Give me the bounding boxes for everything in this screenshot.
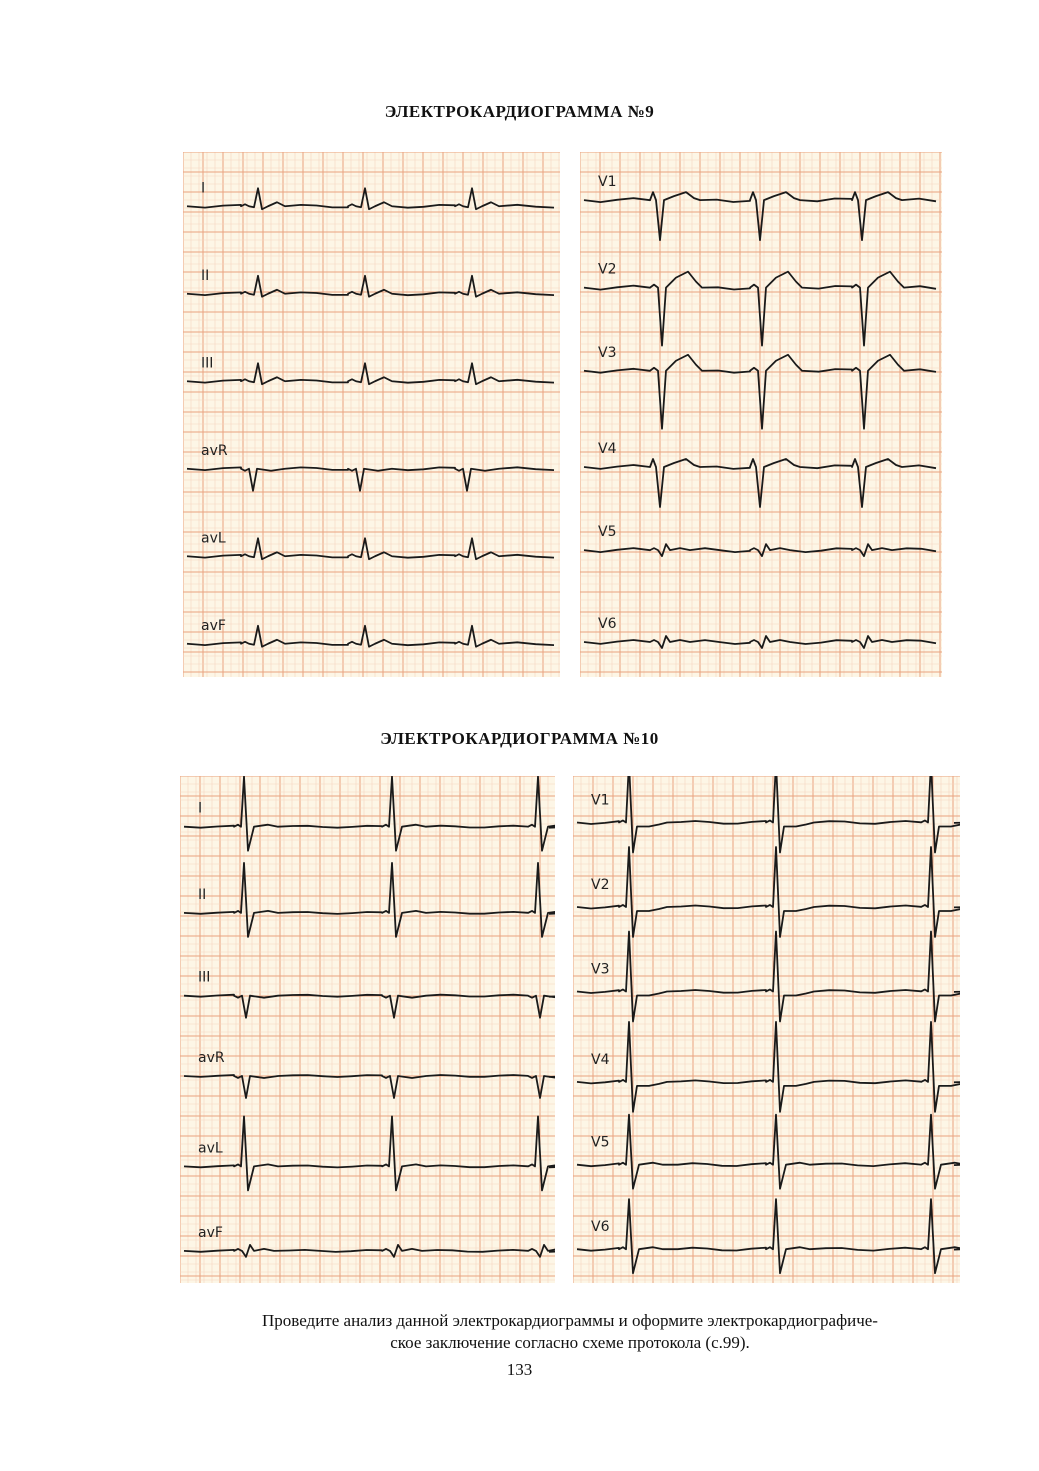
- lead-label-ii: II: [201, 267, 210, 284]
- ecg-grid-svg: [180, 776, 555, 1283]
- ecg-trace-avr: [187, 467, 554, 490]
- ecg-grid-svg: [183, 152, 560, 677]
- lead-label-avl: avL: [201, 530, 226, 547]
- ecg-trace-ii: [187, 276, 554, 297]
- ecg-trace-v5: [577, 1115, 960, 1189]
- ecg9-chest-leads-panel: [580, 152, 942, 677]
- lead-label-v4: V4: [598, 441, 617, 457]
- lead-label-v4: V4: [591, 1051, 610, 1068]
- lead-label-v2: V2: [591, 876, 610, 893]
- lead-label-v1: V1: [598, 174, 617, 191]
- lead-label-v6: V6: [591, 1219, 610, 1236]
- ecg9-limb-leads-panel: [183, 152, 560, 677]
- ecg10-chest-leads-panel: [573, 776, 960, 1283]
- ecg-trace-v4: [577, 1022, 960, 1112]
- ecg-trace-v2: [577, 847, 960, 937]
- ecg9-title: ЭЛЕКТРОКАРДИОГРАММА №9: [384, 102, 655, 121]
- lead-label-v5: V5: [598, 524, 617, 541]
- ecg-trace-v1: [577, 776, 960, 852]
- ecg-trace-avl: [187, 538, 554, 559]
- ecg-grid-svg: [573, 776, 960, 1283]
- lead-label-v3: V3: [591, 961, 610, 978]
- lead-label-v5: V5: [591, 1134, 610, 1151]
- lead-label-avf: avF: [201, 617, 226, 634]
- lead-label-avr: avR: [198, 1049, 225, 1066]
- ecg10-title: ЭЛЕКТРОКАРДИОГРАММА №10: [380, 729, 659, 748]
- lead-label-v6: V6: [598, 616, 617, 632]
- lead-label-avl: avL: [198, 1140, 223, 1157]
- lead-label-v1: V1: [591, 792, 610, 809]
- lead-label-i: I: [198, 800, 203, 817]
- lead-label-i: I: [201, 180, 206, 197]
- lead-label-iii: III: [201, 355, 214, 372]
- lead-label-avr: avR: [201, 442, 228, 459]
- ecg-trace-iii: [187, 363, 554, 384]
- lead-label-iii: III: [198, 969, 211, 986]
- ecg-trace-avf: [187, 626, 554, 647]
- lead-label-ii: II: [198, 886, 207, 903]
- ecg-grid-svg: [580, 152, 942, 677]
- lead-label-v3: V3: [598, 344, 617, 361]
- lead-label-v2: V2: [598, 261, 617, 278]
- ecg-trace-i: [187, 188, 554, 209]
- instruction-line-1: Проведите анализ данной электрокардиограммы и оформите электрокардиографиче-: [262, 1311, 878, 1330]
- ecg10-limb-leads-panel: [180, 776, 555, 1283]
- instruction-line-2: ское заключение согласно схеме протокола (с.99).: [390, 1333, 750, 1352]
- page-number: 133: [506, 1360, 533, 1379]
- lead-label-avf: avF: [198, 1224, 223, 1241]
